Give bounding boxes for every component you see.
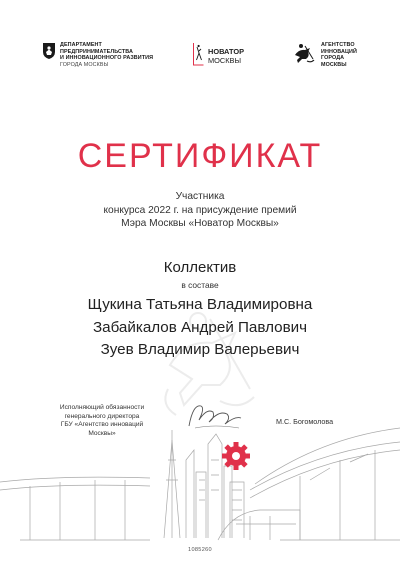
signer-role-line1: Исполняющий обязанности xyxy=(59,404,145,411)
agency-line2: ИННОВАЦИЙ xyxy=(321,48,357,55)
names-list xyxy=(0,294,400,362)
agency-logo xyxy=(292,42,357,68)
name-item: Зуев Владимир Валерьевич xyxy=(100,341,300,358)
novator-line2: МОСКВЫ xyxy=(208,55,242,65)
city-skyline-illustration xyxy=(0,420,400,550)
signer-role-line4: Москвы» xyxy=(88,429,116,437)
participant-line3: Мэра Москвы «Новатор Москвы» xyxy=(121,218,279,230)
collective-label: Коллектив xyxy=(163,259,237,276)
name-item: Забайкалов Андрей Павлович xyxy=(92,318,308,336)
participant-line2: конкурса 2022 г. на присуждение премий xyxy=(103,204,297,216)
agency-line4: МОСКВЫ xyxy=(321,61,347,68)
agency-line1: АГЕНТСТВО xyxy=(321,42,355,48)
serial-number: 1085260 xyxy=(188,547,212,553)
st-george-icon xyxy=(292,42,316,66)
novator-logo xyxy=(192,42,244,66)
department-line1: ДЕПАРТАМЕНТ xyxy=(60,42,102,48)
department-line2: ПРЕДПРИНИМАТЕЛЬСТВА xyxy=(60,48,134,55)
red-gear-icon xyxy=(222,442,250,470)
participant-block xyxy=(0,190,400,231)
signer-name: М.С. Богомолова xyxy=(276,417,334,426)
agency-line3: ГОРОДА xyxy=(321,55,345,62)
moscow-coat-of-arms-icon xyxy=(42,42,56,60)
signer-role-line3: ГБУ «Агентство инноваций xyxy=(60,421,144,429)
department-logo xyxy=(42,42,153,68)
certificate-title: СЕРТИФИКАТ xyxy=(77,137,323,175)
name-item: Щукина Татьяна Владимировна xyxy=(87,296,313,313)
signer-role-line2: генерального директора xyxy=(64,412,140,420)
department-line3: И ИННОВАЦИОННОГО РАЗВИТИЯ xyxy=(60,55,154,62)
novator-figure-icon xyxy=(192,42,205,66)
novator-line1: НОВАТОР xyxy=(208,47,245,56)
in-composition-label: в составе xyxy=(181,280,219,290)
participant-line1: Участника xyxy=(175,191,225,202)
department-line4: ГОРОДА МОСКВЫ xyxy=(60,61,109,68)
